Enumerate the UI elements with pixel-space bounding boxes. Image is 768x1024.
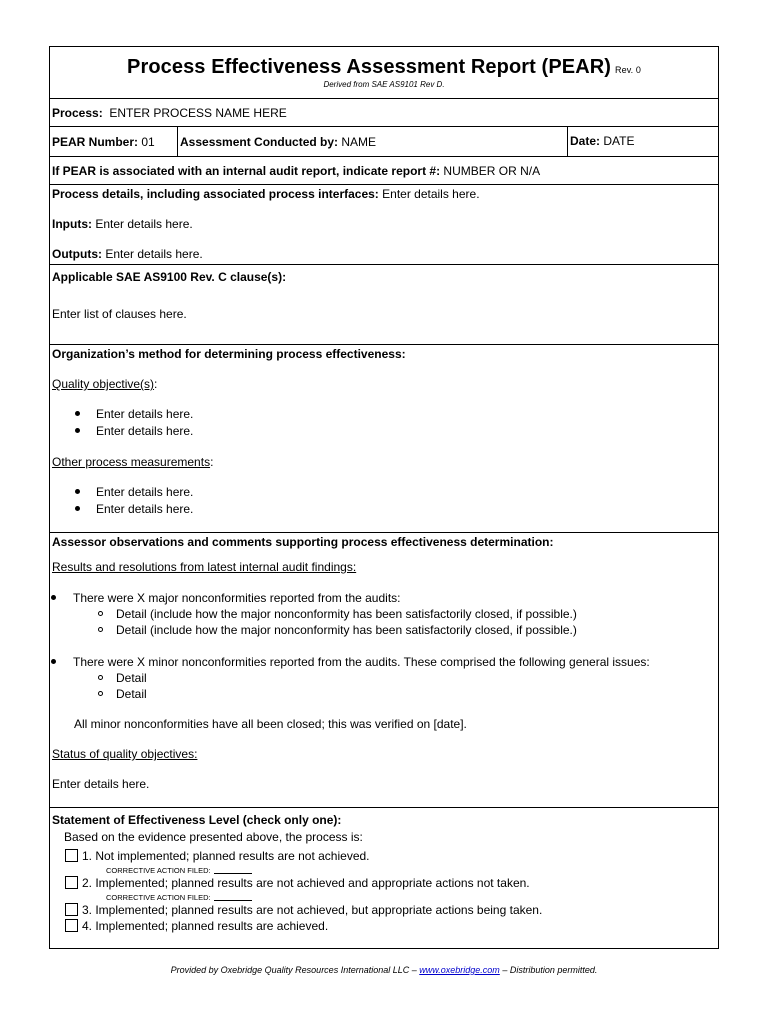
page-title: Process Effectiveness Assessment Report (PEAR) Rev. 0 xyxy=(127,56,641,78)
audit-report-row xyxy=(50,157,718,185)
derived-from-note: Derived from SAE AS9101 Rev D. xyxy=(323,80,445,89)
clauses-field[interactable]: Enter list of clauses here. xyxy=(52,307,187,321)
checkbox-4[interactable] xyxy=(65,919,78,932)
list-item: There were X minor nonconformities reported from the audits. These comprised the following general issues: xyxy=(51,655,650,669)
corrective-action-1: CORRECTIVE ACTION FILED: xyxy=(106,866,252,875)
date-field[interactable]: DATE xyxy=(603,134,635,148)
clauses-row xyxy=(50,265,718,345)
conducted-by-label: Assessment Conducted by: xyxy=(180,135,339,149)
inputs-label: Inputs: xyxy=(52,217,92,231)
process-label: Process: xyxy=(52,106,103,120)
audit-report-field[interactable]: NUMBER OR N/A xyxy=(443,164,541,178)
process-details-label: Process details, including associated process interfaces: xyxy=(52,187,379,201)
status-heading: Status of quality objectives: xyxy=(52,747,198,761)
date-cell xyxy=(568,127,718,156)
process-row xyxy=(50,99,718,127)
status-field[interactable]: Enter details here. xyxy=(52,777,150,791)
list-item: There were X major nonconformities reported from the audits: xyxy=(51,591,400,605)
outputs-line xyxy=(52,247,203,261)
revision-label: Rev. 0 xyxy=(615,65,641,75)
pear-form xyxy=(49,46,719,949)
option-2: 2. Implemented; planned results are not achieved and appropriate actions not taken. xyxy=(65,876,530,890)
outputs-field[interactable]: Enter details here. xyxy=(105,247,203,261)
process-details-field[interactable]: Enter details here. xyxy=(382,187,480,201)
title-row xyxy=(50,47,718,99)
list-item: Detail (include how the major nonconformity has been satisfactorily closed, if possible.) xyxy=(98,607,577,621)
inputs-field[interactable]: Enter details here. xyxy=(95,217,193,231)
corrective-action-blank[interactable] xyxy=(214,900,252,901)
option-1: 1. Not implemented; planned results are not achieved. xyxy=(65,849,370,863)
checkbox-1[interactable] xyxy=(65,849,78,862)
process-details-row xyxy=(50,185,718,265)
audit-report-label: If PEAR is associated with an internal audit report, indicate report #: xyxy=(52,164,441,178)
list-item: Enter details here. xyxy=(75,407,193,421)
quality-objectives-heading: Quality objective(s): xyxy=(52,377,158,391)
checkbox-2[interactable] xyxy=(65,876,78,889)
inputs-line xyxy=(52,217,193,231)
closure-note[interactable]: All minor nonconformities have all been closed; this was verified on [date]. xyxy=(74,717,467,731)
list-item: Detail xyxy=(98,687,147,701)
list-item: Detail (include how the major nonconformity has been satisfactorily closed, if possible.) xyxy=(98,623,577,637)
corrective-action-blank[interactable] xyxy=(214,873,252,874)
results-heading: Results and resolutions from latest internal audit findings: xyxy=(52,560,357,574)
pear-info-row xyxy=(50,127,718,157)
pear-number-field[interactable]: 01 xyxy=(141,135,155,149)
corrective-action-2: CORRECTIVE ACTION FILED: xyxy=(106,893,252,902)
other-measurements-heading: Other process measurements: xyxy=(52,455,214,469)
method-label: Organization’s method for determining process effectiveness: xyxy=(52,347,406,361)
pear-number-label: PEAR Number: xyxy=(52,135,139,149)
date-label: Date: xyxy=(570,134,601,148)
process-details-line xyxy=(52,187,480,201)
statement-row xyxy=(50,808,718,948)
oxebridge-link[interactable]: www.oxebridge.com xyxy=(419,965,500,975)
footer: Provided by Oxebridge Quality Resources International LLC – www.oxebridge.com – Distribution permitted. xyxy=(170,965,598,975)
checkbox-3[interactable] xyxy=(65,903,78,916)
assessor-cell xyxy=(178,127,568,156)
statement-intro: Based on the evidence presented above, the process is: xyxy=(64,830,363,844)
assessor-observations-row xyxy=(50,533,718,808)
method-row xyxy=(50,345,718,533)
option-4: 4. Implemented; planned results are achieved. xyxy=(65,919,328,933)
list-item: Enter details here. xyxy=(75,424,193,438)
statement-label: Statement of Effectiveness Level (check only one): xyxy=(52,813,342,827)
process-name-field[interactable]: ENTER PROCESS NAME HERE xyxy=(109,106,287,120)
list-item: Enter details here. xyxy=(75,502,193,516)
conducted-by-field[interactable]: NAME xyxy=(341,135,377,149)
assessor-label: Assessor observations and comments supporting process effectiveness determination: xyxy=(52,535,554,549)
option-3: 3. Implemented; planned results are not achieved, but appropriate actions being taken. xyxy=(65,903,542,917)
list-item: Enter details here. xyxy=(75,485,193,499)
outputs-label: Outputs: xyxy=(52,247,102,261)
list-item: Detail xyxy=(98,671,147,685)
clauses-label: Applicable SAE AS9100 Rev. C clause(s): xyxy=(52,270,287,284)
pear-number-cell xyxy=(50,127,178,156)
